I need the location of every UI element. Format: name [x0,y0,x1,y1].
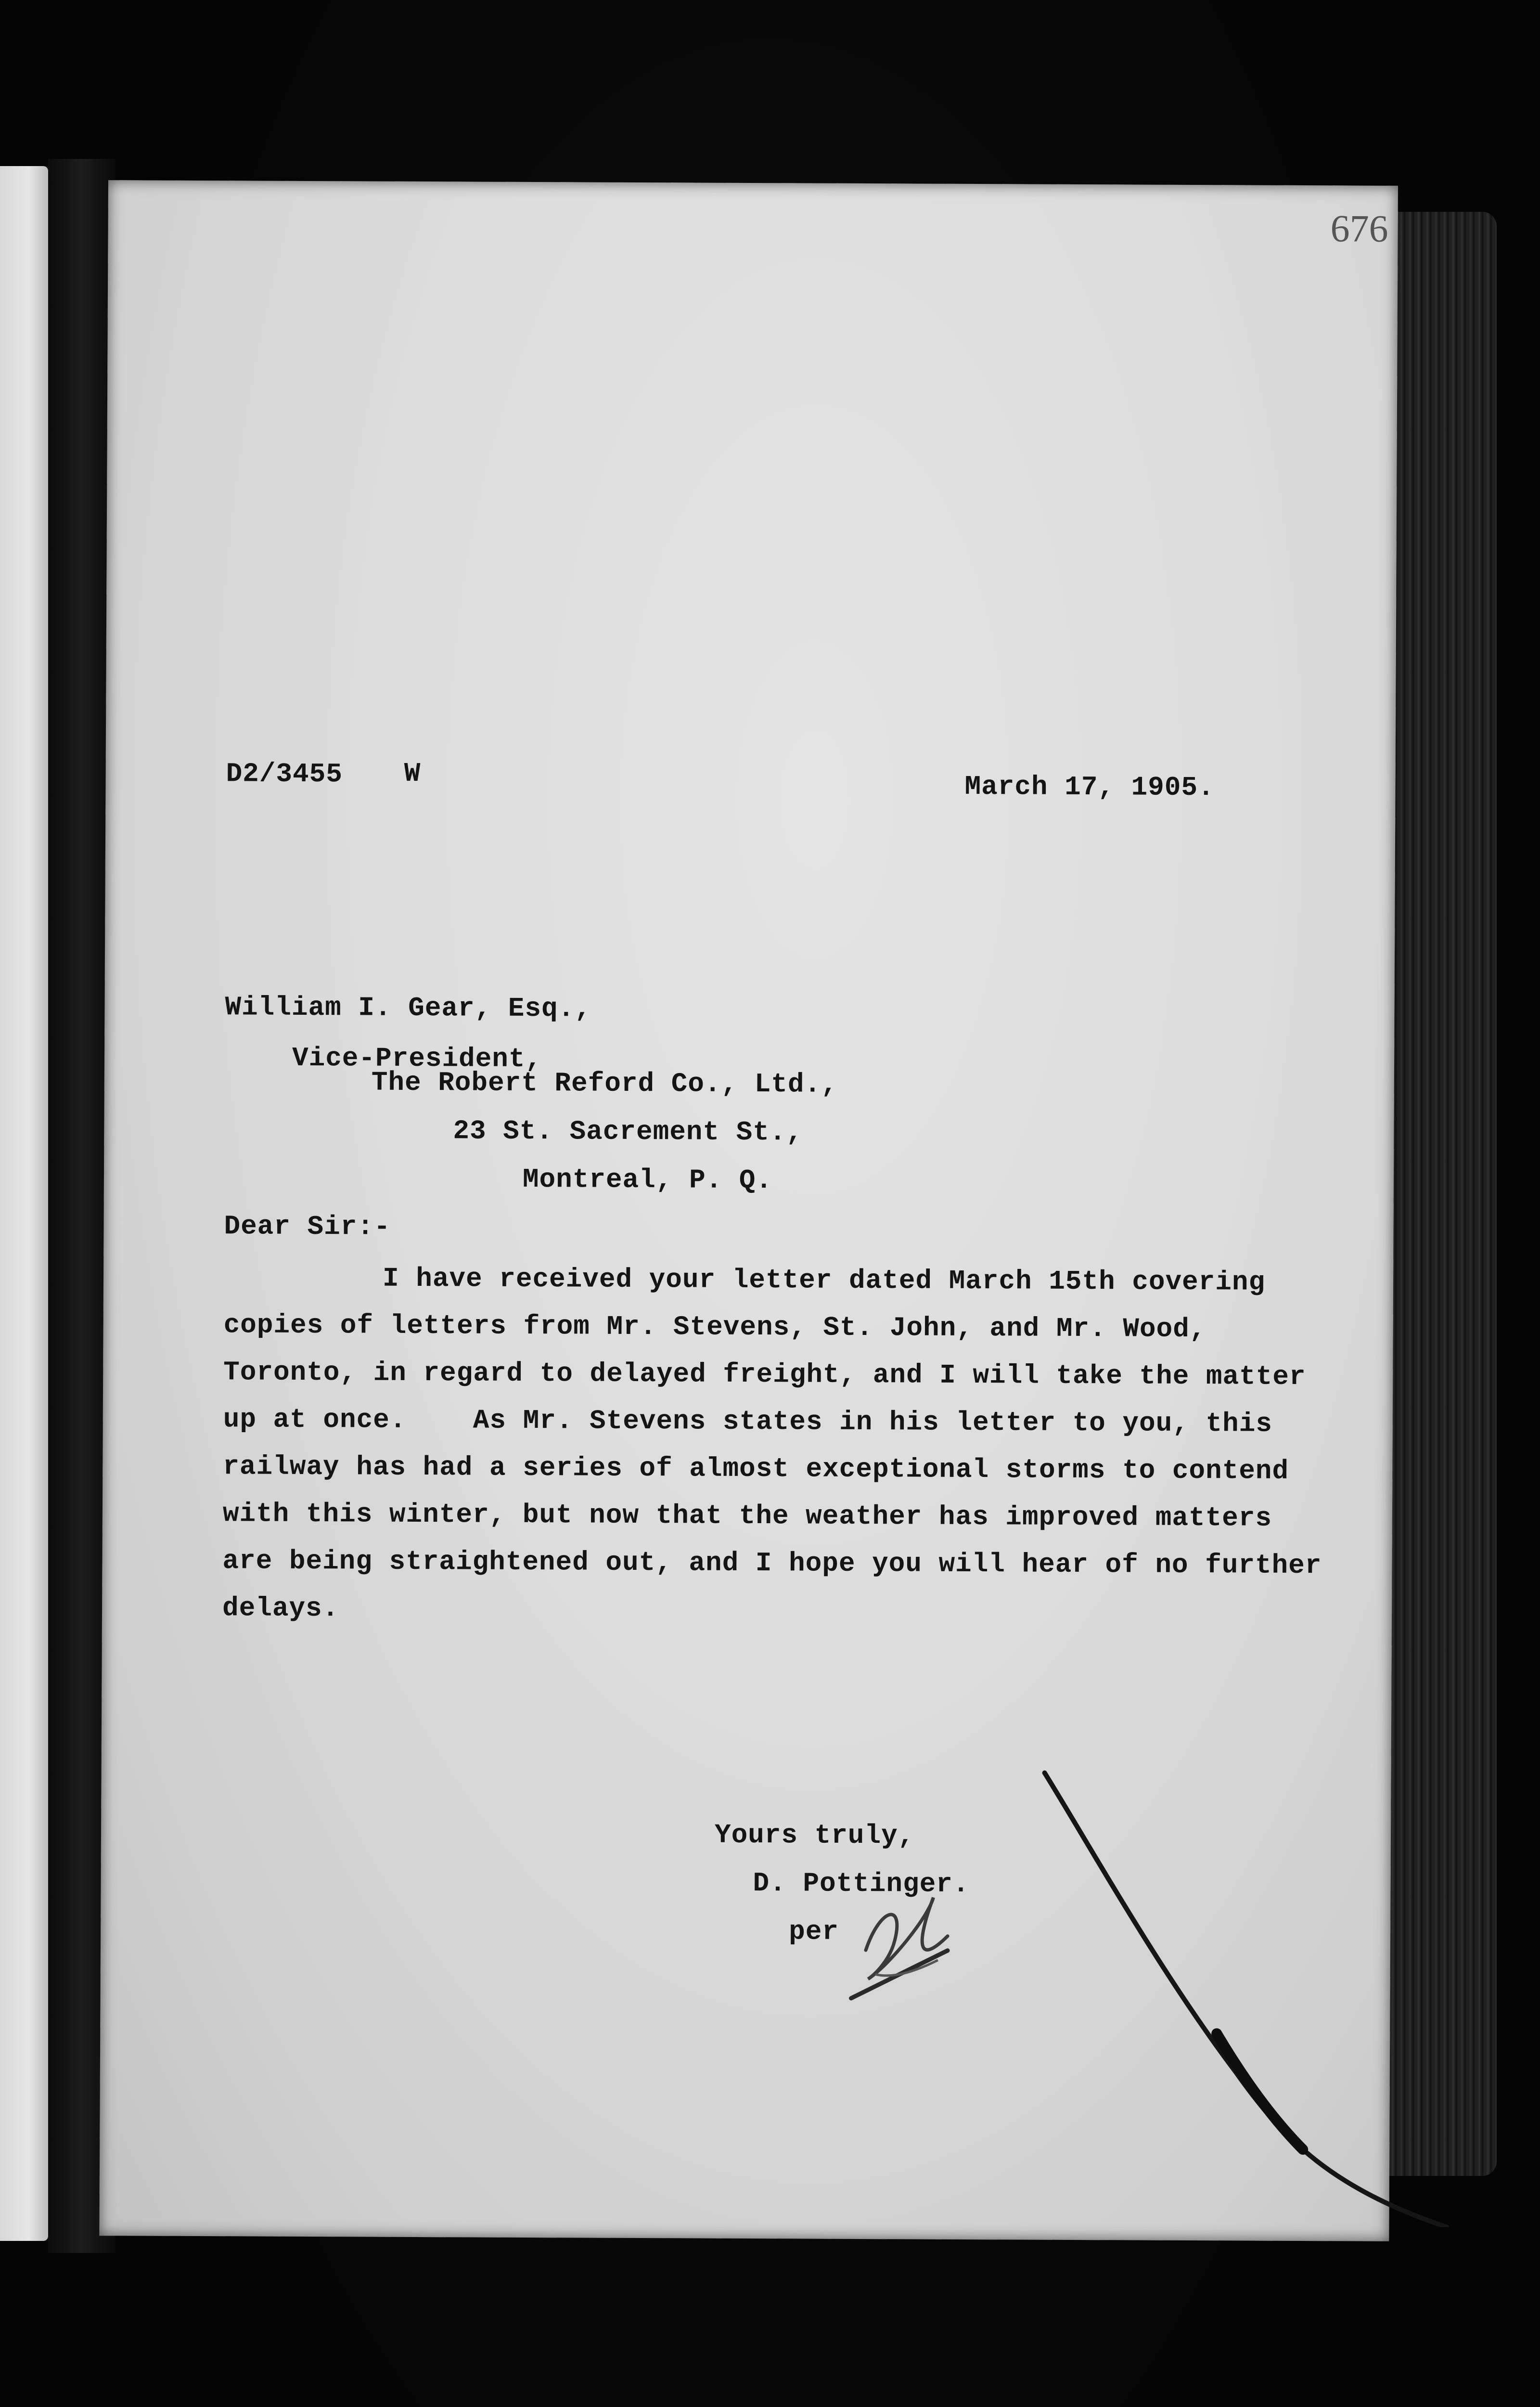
recipient-street: 23 St. Sacrement St., [453,1115,803,1148]
letter-body [222,1254,1322,1636]
reference-mark: W [404,758,421,789]
signer-name: D. Pottinger. [753,1868,970,1900]
recipient-company: The Robert Reford Co., Ltd., [371,1067,838,1100]
recipient-city: Montreal, P. Q. [522,1164,773,1196]
recipient-name: William I. Gear, Esq., [225,992,591,1024]
closing: Yours truly, [714,1819,915,1851]
body-line: with this winter, but now that the weather has improved matters [222,1498,1272,1534]
reference-number: D2/3455 [226,758,343,790]
letter-page [99,180,1398,2241]
body-line: railway has had a series of almost exceptional storms to contend [223,1451,1289,1487]
folio-number: 676 [1330,207,1388,250]
body-line: are being straightened out, and I hope you will hear of no further [222,1545,1322,1581]
handwritten-initials [822,1878,976,2023]
left-adjacent-page [0,166,48,2241]
body-line: Toronto, in regard to delayed freight, and I will take the matter [223,1357,1306,1393]
body-line: up at once. As Mr. Stevens states in his letter to you, this [223,1404,1273,1439]
recipient-title: Vice-President, [292,1042,542,1075]
body-line: copies of letters from Mr. Stevens, St. John, and Mr. Wood, [223,1309,1206,1345]
letter-date: March 17, 1905. [964,771,1215,803]
body-line: delays. [222,1592,339,1624]
salutation: Dear Sir:- [224,1211,391,1242]
body-line: I have received your letter dated March 15th covering [382,1263,1266,1298]
per-label: per [789,1916,839,1947]
pen-stroke-mark [1033,1763,1468,2227]
